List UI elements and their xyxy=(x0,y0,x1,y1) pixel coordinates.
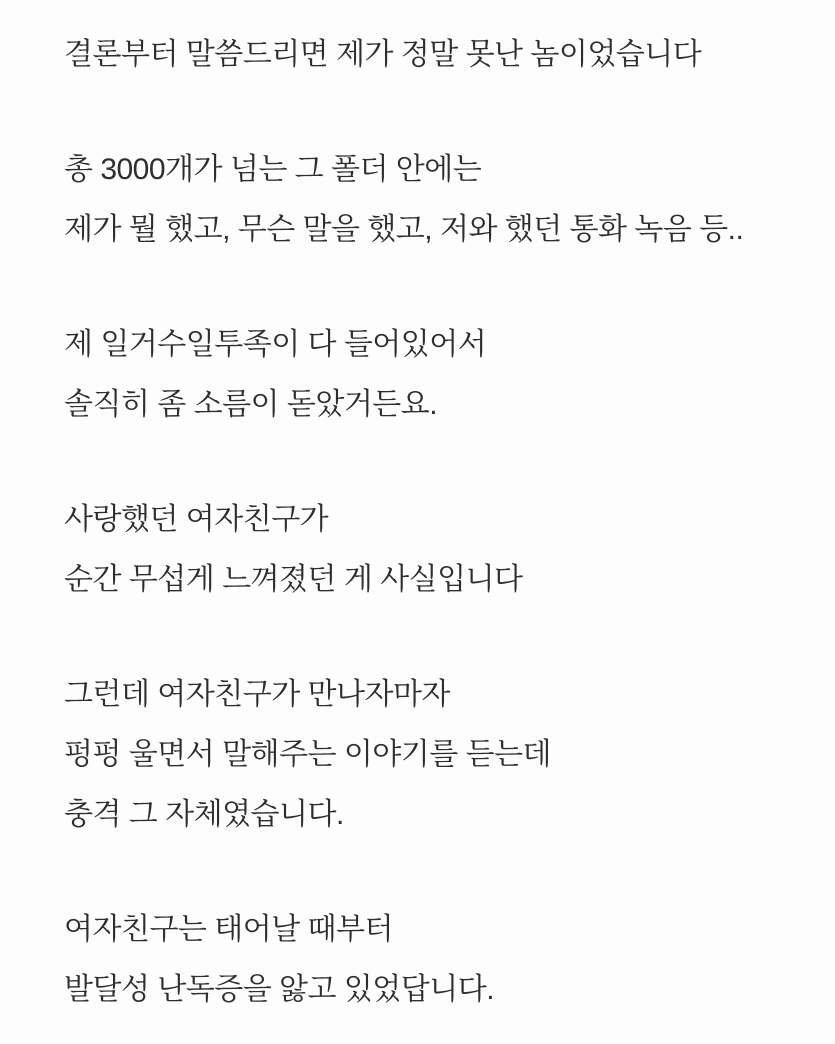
paragraph xyxy=(64,315,795,435)
text-line: 제가 뭘 했고, 무슨 말을 했고, 저와 했던 통화 녹음 등.. xyxy=(64,213,744,246)
text-line: 충격 그 자체였습니다. xyxy=(64,798,344,831)
paragraph xyxy=(64,665,795,845)
text-line: 결론부터 말씀드리면 제가 정말 못난 놈이었습니다 xyxy=(64,38,702,71)
text-line: 순간 무섭게 느껴졌던 게 사실입니다 xyxy=(64,563,523,596)
text-line: 제 일거수일투족이 다 들어있어서 xyxy=(64,328,487,361)
text-line: 여자친구는 태어날 때부터 xyxy=(64,913,393,946)
paragraph xyxy=(64,140,795,260)
paragraph xyxy=(64,490,795,610)
text-line: 솔직히 좀 소름이 돋았거든요. xyxy=(64,388,438,421)
paragraph xyxy=(64,25,795,85)
text-line: 펑펑 울면서 말해주는 이야기를 듣는데 xyxy=(64,738,552,771)
text-line: 총 3000개가 넘는 그 폴더 안에는 xyxy=(64,153,482,186)
text-line: 발달성 난독증을 앓고 있었답니다. xyxy=(64,973,495,1006)
text-line: 그런데 여자친구가 만나자마자 xyxy=(64,678,450,711)
paragraph xyxy=(64,900,795,1020)
text-line: 사랑했던 여자친구가 xyxy=(64,503,329,536)
